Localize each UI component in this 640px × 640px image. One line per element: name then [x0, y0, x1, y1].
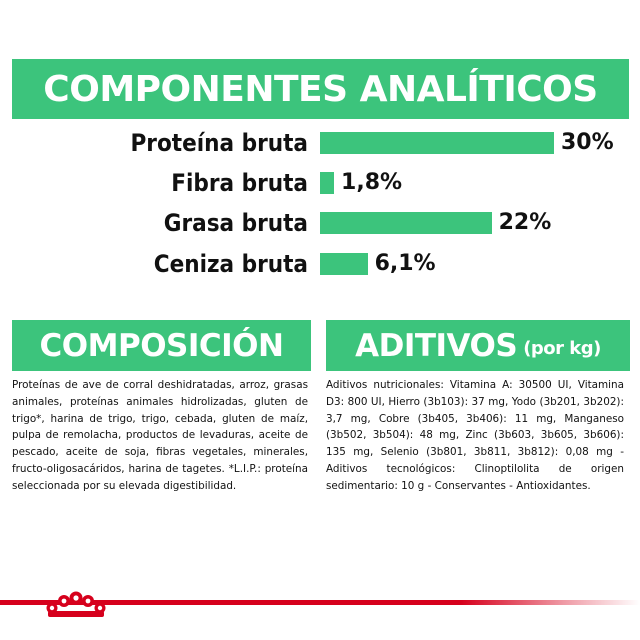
- composition-title-text: COMPOSICIÓN: [39, 327, 284, 364]
- nutrient-bar: [320, 212, 492, 234]
- analytics-title-text: COMPONENTES ANALÍTICOS: [43, 68, 598, 110]
- nutrient-label: Proteína bruta: [130, 129, 308, 157]
- royal-canin-crown-icon: [40, 583, 112, 619]
- nutrient-value: 6,1%: [374, 251, 436, 276]
- additives-title: [326, 320, 630, 371]
- nutrient-label: Grasa bruta: [163, 209, 308, 237]
- nutrient-bar: [320, 132, 554, 154]
- nutrient-bar: [320, 253, 368, 275]
- additives-text: Aditivos nutricionales: Vitamina A: 30500 UI, Vitamina D3: 800 UI, Hierro (3b103): 37 mg, Yodo (3b201, 3b202): 3,7 mg, Cobre (3b405, 3b406): 11 mg, Manganeso (3b502, 3b504): 48 mg, Zinc (3b603, 3b605, 3b606): 135 mg, Selenio (3b801, 3b811, 3b812): 0,08 mg - Aditivos tecnológicos: Clinoptilolita de origen sedimentario: 10 g - Conservantes - Antioxidantes.: [326, 379, 624, 492]
- nutrient-value: 22%: [498, 210, 552, 235]
- nutrient-value: 1,8%: [341, 170, 403, 195]
- composition-text: Proteínas de ave de corral deshidratadas, arroz, grasas animales, proteínas animales hidrolizadas, gluten de trigo*, harina de trigo, trigo, cebada, gluten de maíz, pulpa de remolacha, productos de levaduras, aceite de pescado, aceite de soja, fibras vegetales, minerales, fructo-oligosacáridos, harina de tagetes. *L.I.P.: proteína seleccionada por su elevada digestibilidad.: [12, 379, 308, 492]
- composition-title: [12, 320, 311, 371]
- nutrient-value: 30%: [561, 130, 614, 155]
- nutrient-label: Fibra bruta: [171, 169, 308, 197]
- nutrient-label: Ceniza bruta: [153, 250, 308, 278]
- additives-title-text: ADITIVOS: [355, 327, 518, 364]
- analytics-title: [12, 59, 629, 119]
- additives-unit: (por kg): [523, 338, 601, 359]
- nutrient-bar: [320, 172, 334, 194]
